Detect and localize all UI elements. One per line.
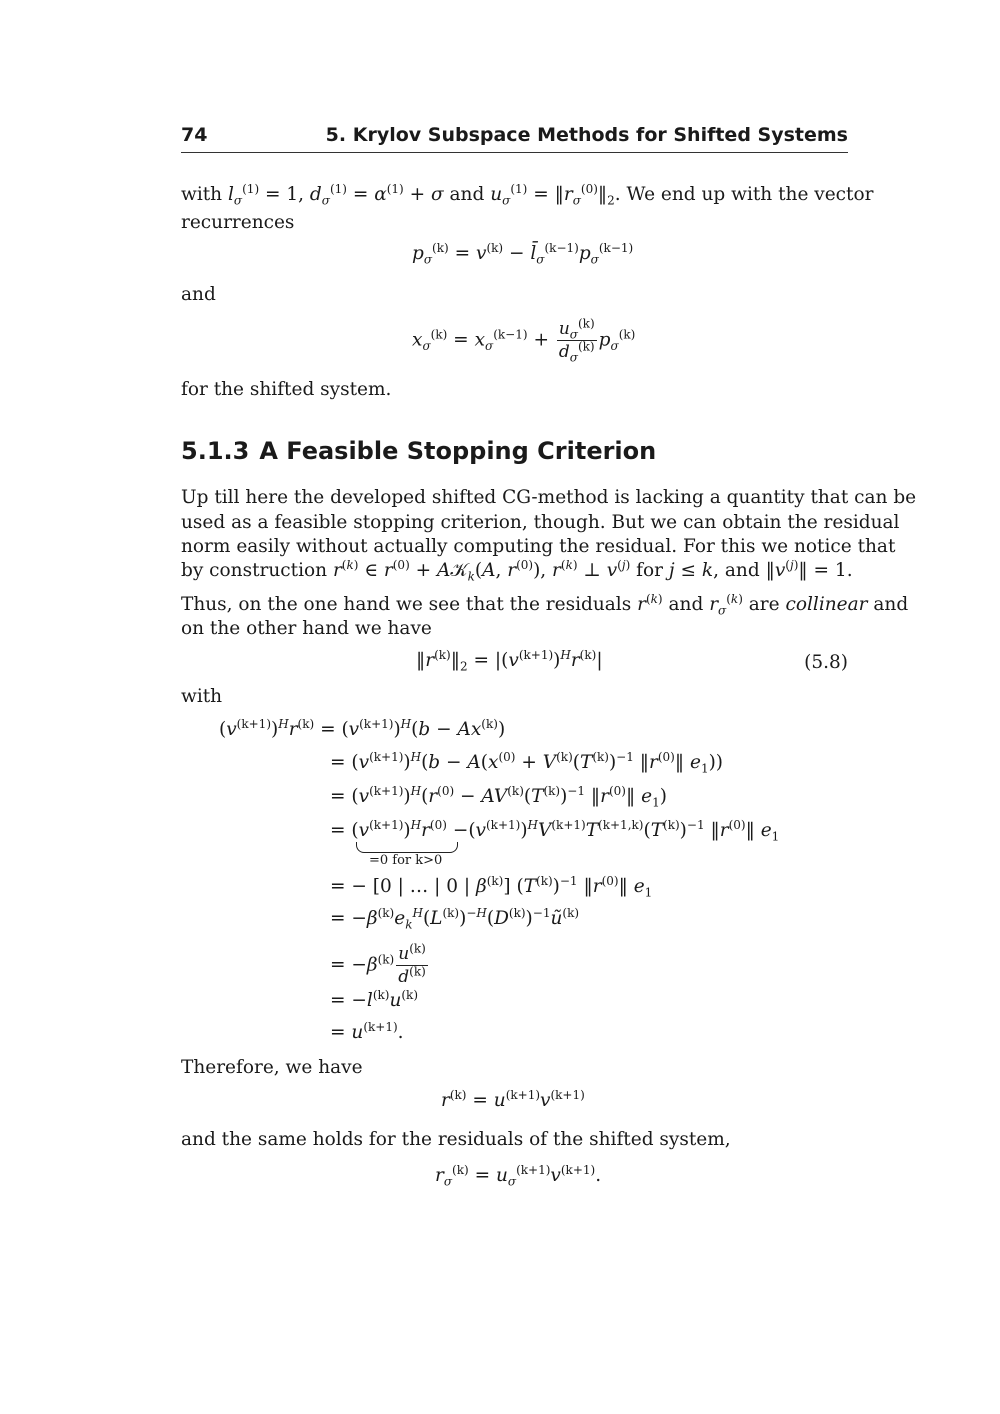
page-number: 74 — [181, 124, 208, 146]
para1-l4-and: , and — [713, 560, 760, 581]
derivation-row-4: = $(v^{(k+1)})^Hr^{(0)} -(v^{(k+1)})^HV^{(k+1)}T^{(k+1,k)}(T^{(k)})^{-1}$ $‖r^{(0)}‖$ $e_1$ — [330, 817, 780, 844]
intro-line-1: with $l_\sigma^{(1)} = 1$, $d_\sigma^{(1)} = \alpha^{(1)} + \sigma$ and $u_\sigma^{(1)}$ = $‖r_\sigma^{(0)}‖_2$. We end up with the vector — [181, 181, 874, 208]
para1-line-4: by construction $r^{(k)}$ ∈ $r^{(0)}$ + A𝒦$_k$(A, $r^{(0)}$), $r^{(k)}$ ⊥ $v^{(j)}$ for j ≤ k, and $‖v^{(j)}‖ = 1$. — [181, 557, 853, 584]
derivation-row-2: = $(v^{(k+1)})^H(b - A(x^{(0)} + V^{(k)}(T^{(k)})^{-1}$ $‖r^{(0)}‖$ $e_1$)) — [330, 749, 724, 776]
derivation-row-1: $(v^{(k+1)})^Hr^{(k)} = (v^{(k+1)})^H(b - Ax^{(k)})$ — [219, 716, 506, 740]
para1-l4-for: for — [636, 560, 664, 581]
para1-l5-are: are — [748, 594, 780, 615]
derivation-row-5: = − [0 | … | 0 | $\beta^{(k)}$] $(T^{(k)})^{-1}$ $‖r^{(0)}‖$ $e_1$ — [330, 873, 653, 900]
intro-with: with — [181, 184, 223, 205]
and-line: and — [181, 284, 216, 305]
equation-x-sigma: $x_\sigma^{(k)} = x_\sigma^{(k-1)}$ + $\frac{u_\sigma^{(k)}}{d_\sigma^{(k)}}$ $p_\sigma^{(k)}$ — [412, 316, 636, 365]
equation-r-k: $r^{(k)} = u^{(k+1)}v^{(k+1)}$ — [441, 1087, 585, 1111]
intro-suffix: . We end up with the vector — [614, 184, 874, 205]
para1-l5-prefix: Thus, on the one hand we see that the residuals — [181, 594, 632, 615]
equation-5-8: $‖r^{(k)}‖_2 = |(v^{(k+1)})^Hr^{(k)}|$ — [416, 647, 603, 674]
therefore-line: Therefore, we have — [181, 1057, 363, 1078]
with-line: with — [181, 686, 223, 707]
for-shifted-line: for the shifted system. — [181, 379, 392, 400]
derivation-row-9: = $u^{(k+1)}$. — [330, 1019, 404, 1043]
intro-line-2: recurrences — [181, 212, 295, 233]
derivation-row-7: = $-\beta^{(k)}$ $\frac{u^{(k)}}{d^{(k)}}$ — [330, 941, 426, 987]
equation-number-5-8: (5.8) — [804, 652, 848, 673]
underbrace — [356, 842, 458, 853]
section-title: A Feasible Stopping Criterion — [259, 437, 657, 465]
para1-l5-and: and — [668, 594, 704, 615]
section-number: 5.1.3 — [181, 437, 250, 465]
equation-r-sigma: $r_\sigma^{(k)} = u_\sigma^{(k+1)}v^{(k+1)}$. — [435, 1162, 602, 1189]
same-holds-line: and the same holds for the residuals of the shifted system, — [181, 1129, 731, 1150]
intro-and: and — [449, 184, 485, 205]
para1-l5-collinear: collinear — [785, 594, 868, 615]
para1-line-2: used as a feasible stopping criterion, though. But we can obtain the residual — [181, 512, 900, 533]
para1-l4-prefix: by construction — [181, 560, 328, 581]
para1-l5-suffix: and — [873, 594, 909, 615]
equation-p-sigma: $p_\sigma^{(k)} = v^{(k)}$ − $l̄_\sigma^{(k-1)}p_\sigma^{(k-1)}$ — [412, 240, 634, 267]
chapter-title: 5. Krylov Subspace Methods for Shifted Systems — [325, 124, 848, 146]
derivation-row-6: = $-\beta^{(k)}e_k^H(L^{(k)})^{-H}(D^{(k)})^{-1}ũ^{(k)}$ — [330, 905, 580, 932]
para1-line-1: Up till here the developed shifted CG-method is lacking a quantity that can be — [181, 487, 917, 508]
para1-line-3: norm easily without actually computing the residual. For this we notice that — [181, 536, 896, 557]
running-head — [181, 122, 848, 153]
para1-line-6: on the other hand we have — [181, 618, 432, 639]
derivation-row-3: = $(v^{(k+1)})^H(r^{(0)} - AV^{(k)}(T^{(k)})^{-1}$ $‖r^{(0)}‖$ $e_1$) — [330, 783, 667, 810]
derivation-row-8: = $-l^{(k)}u^{(k)}$ — [330, 987, 419, 1011]
underbrace-note: =0 for k>0 — [369, 853, 443, 868]
section-heading — [181, 437, 656, 465]
para1-line-5: Thus, on the one hand we see that the residuals $r^{(k)}$ and $r_\sigma^{(k)}$ are collinear and — [181, 591, 909, 618]
